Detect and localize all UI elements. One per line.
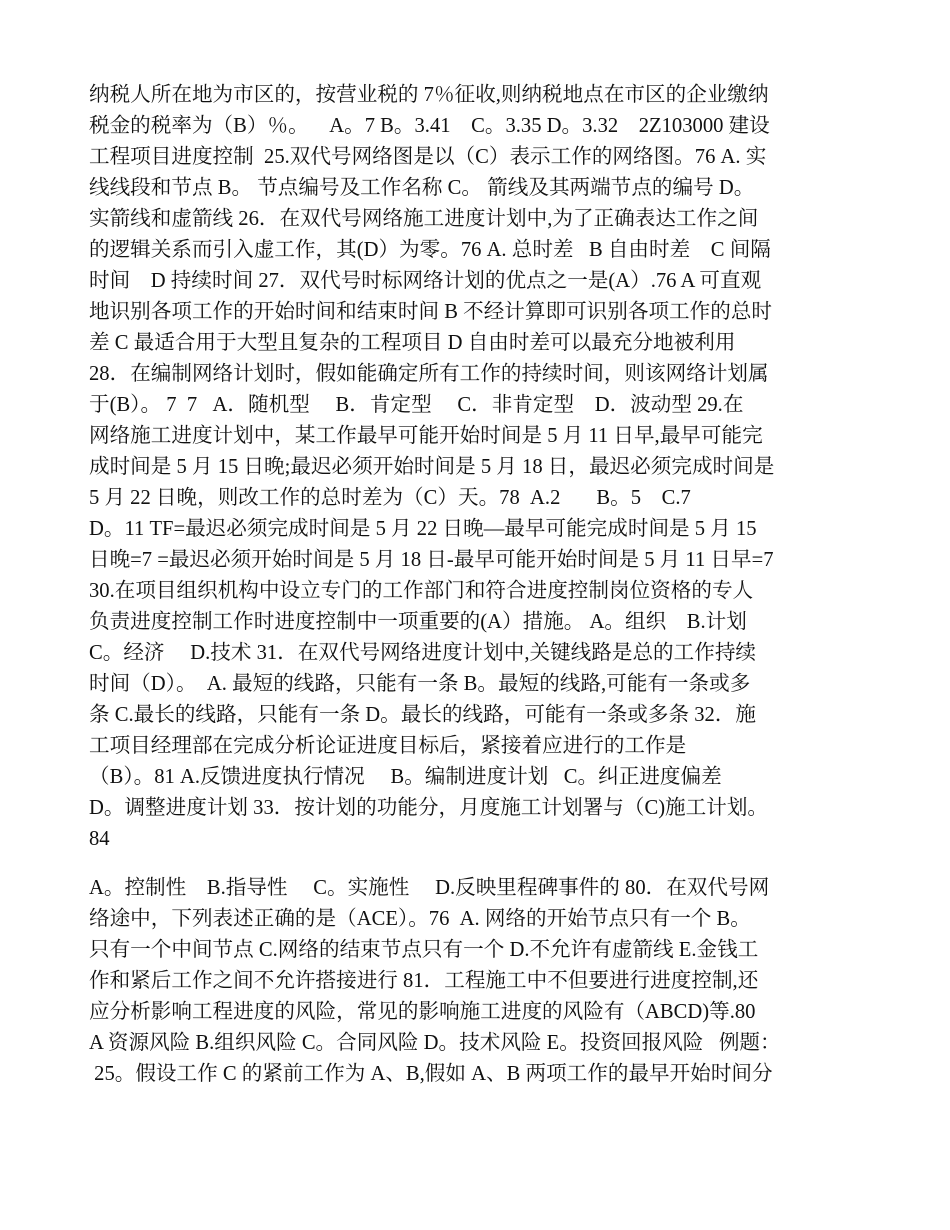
text-line: 时间（D）。 A. 最短的线路，只能有一条 B。最短的线路,可能有一条或多 [89,673,751,695]
text-line: 税金的税率为（B）％。 A。7 B。3.41 C。3.35 D。3.32 2Z103000 建设 [89,115,770,137]
text-line: 工程项目进度控制 25.双代号网络图是以（C）表示工作的网络图。76 A. 实 [89,146,767,168]
text-line: （B）。81 A.反馈进度执行情况 B。编制进度计划 C。纠正进度偏差 [89,766,722,788]
text-line: 线线段和节点 B。 节点编号及工作名称 C。 箭线及其两端节点的编号 D。 [89,177,755,199]
text-line: D。调整进度计划 33．按计划的功能分，月度施工计划署与（C)施工计划。 [89,797,769,819]
paragraph-2 [89,873,861,1090]
text-line: D。11 TF=最迟必须完成时间是 5 月 22 日晚—最早可能完成时间是 5 月 15 [89,518,757,540]
text-line: 25。假设工作 C 的紧前工作为 A、B,假如 A、B 两项工作的最早开始时间分 [89,1063,773,1085]
text-line: 差 C 最适合用于大型且复杂的工程项目 D 自由时差可以最充分地被利用 [89,332,736,354]
text-line: 28．在编制网络计划时，假如能确定所有工作的持续时间，则该网络计划属 [89,363,769,385]
text-line: 络途中，下列表述正确的是（ACE）。76 A. 网络的开始节点只有一个 B。 [89,908,751,930]
text-line: 工项目经理部在完成分析论证进度目标后，紧接着应进行的工作是 [89,735,687,757]
text-line: A。控制性 B.指导性 C。实施性 D.反映里程碑事件的 80．在双代号网 [89,877,770,899]
text-line: 网络施工进度计划中，某工作最早可能开始时间是 5 月 11 日早,最早可能完 [89,425,763,447]
text-line: 成时间是 5 月 15 日晚;最迟必须开始时间是 5 月 18 日，最迟必须完成时间是 [89,456,775,478]
paragraph-1 [89,80,861,855]
text-line: 时间 D 持续时间 27．双代号时标网络计划的优点之一是(A）.76 A 可直观 [89,270,762,292]
text-line: 地识别各项工作的开始时间和结束时间 B 不经计算即可识别各项工作的总时 [89,301,773,323]
text-line: 只有一个中间节点 C.网络的结束节点只有一个 D.不允许有虚箭线 E.金钱工 [89,939,759,961]
text-line: 条 C.最长的线路，只能有一条 D。最长的线路，可能有一条或多条 32．施 [89,704,757,726]
text-line: A 资源风险 B.组织风险 C。合同风险 D。技术风险 E。投资回报风险 例题： [89,1032,781,1054]
text-line: 负责进度控制工作时进度控制中一项重要的(A）措施。 A。组织 B.计划 [89,611,747,633]
text-line: 实箭线和虚箭线 26．在双代号网络施工进度计划中,为了正确表达工作之间 [89,208,759,230]
text-line: 作和紧后工作之间不允许搭接进行 81．工程施工中不但要进行进度控制,还 [89,970,759,992]
text-line: 的逻辑关系而引入虚工作，其(D）为零。76 A. 总时差 B 自由时差 C 间隔 [89,239,771,261]
text-line: 于(B）。 7 7 A．随机型 B．肯定型 C．非肯定型 D．波动型 29.在 [89,394,744,416]
text-line: 应分析影响工程进度的风险，常见的影响施工进度的风险有（ABCD)等.80 [89,1001,756,1023]
text-line: C。经济 D.技术 31．在双代号网络进度计划中,关键线路是总的工作持续 [89,642,757,664]
text-line: 5 月 22 日晚，则改工作的总时差为（C）天。78 A.2 B。5 C.7 [89,487,691,509]
text-line: 纳税人所在地为市区的，按营业税的 7％征收,则纳税地点在市区的企业缴纳 [89,84,769,106]
text-line: 84 [89,828,110,850]
document-page [89,80,861,1090]
text-line: 日晚=7 =最迟必须开始时间是 5 月 18 日-最早可能开始时间是 5 月 11 日早=7 [89,549,774,571]
paragraph-spacer [89,855,861,873]
text-line: 30.在项目组织机构中设立专门的工作部门和符合进度控制岗位资格的专人 [89,580,754,602]
